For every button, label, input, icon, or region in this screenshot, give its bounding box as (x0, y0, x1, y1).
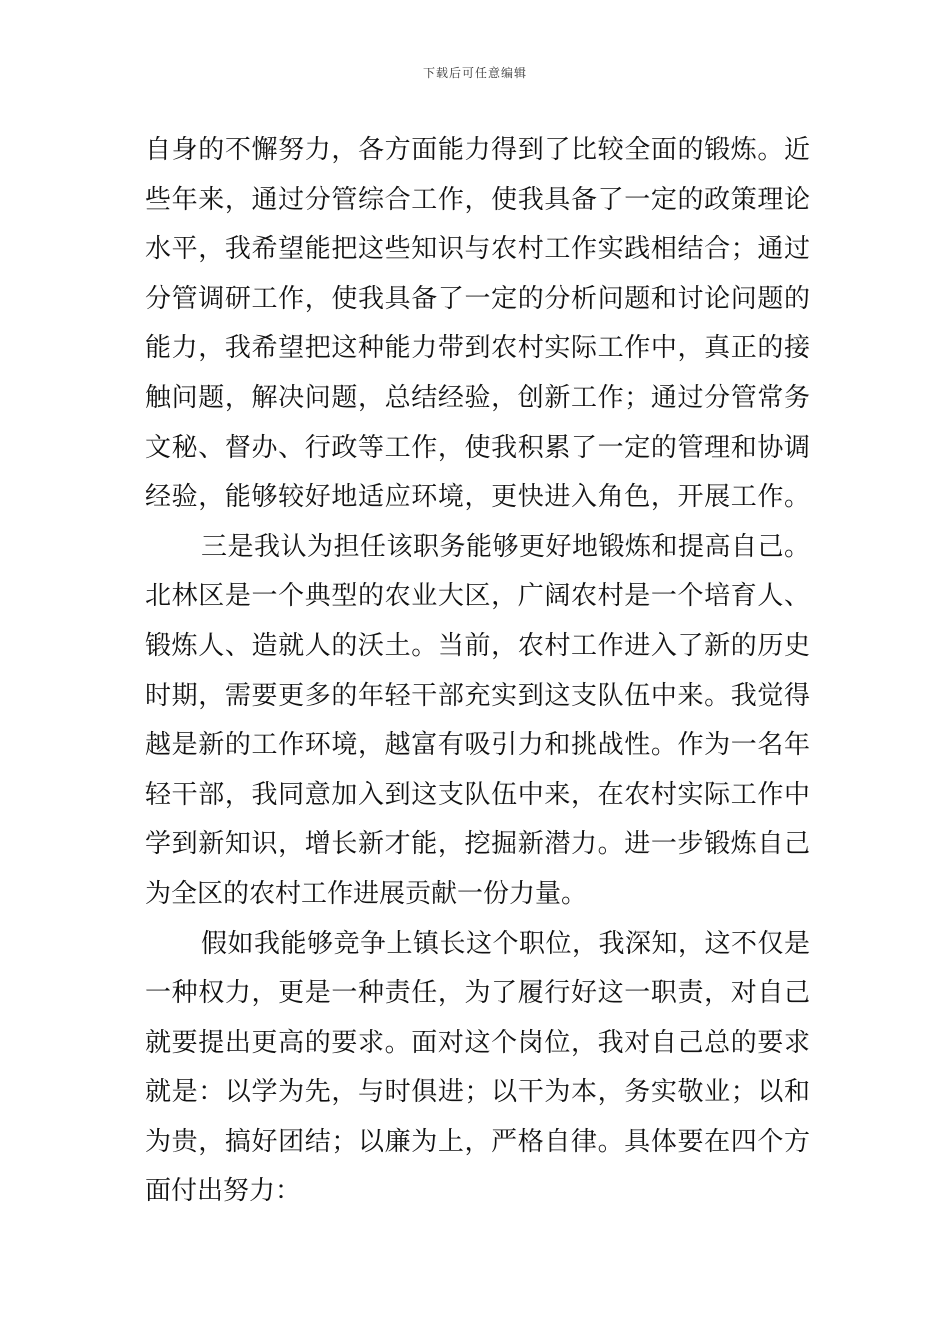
text-line: 时期，需要更多的年轻干部充实到这支队伍中来。我觉得 (145, 680, 810, 711)
page-header: 下载后可任意编辑 (422, 66, 527, 80)
text-line: 北林区是一个典型的农业大区，广阔农村是一个培育人、 (145, 581, 810, 612)
text-line: 轻干部，我同意加入到这支队伍中来，在农村实际工作中 (145, 779, 810, 810)
text-line: 一种权力，更是一种责任，为了履行好这一职责，对自己 (145, 978, 810, 1009)
text-line: 为全区的农村工作进展贡献一份力量。 (145, 878, 588, 909)
text-line: 能力，我希望把这种能力带到农村实际工作中，真正的接 (145, 333, 810, 364)
text-line: 水平，我希望能把这些知识与农村工作实践相结合；通过 (145, 234, 810, 265)
text-line: 面付出努力： (145, 1176, 302, 1207)
text-line: 三是我认为担任该职务能够更好地锻炼和提高自己。 (201, 531, 810, 562)
text-line: 就要提出更高的要求。面对这个岗位，我对自己总的要求 (145, 1027, 810, 1058)
text-line: 经验，能够较好地适应环境，更快进入角色，开展工作。 (145, 482, 810, 513)
text-line: 分管调研工作，使我具备了一定的分析问题和讨论问题的 (145, 283, 810, 314)
text-line: 自身的不懈努力，各方面能力得到了比较全面的锻炼。近 (145, 135, 810, 165)
text-line: 文秘、督办、行政等工作，使我积累了一定的管理和协调 (145, 432, 810, 463)
paragraph-2 (145, 523, 810, 920)
text-line: 触问题，解决问题，总结经验，创新工作；通过分管常务 (145, 382, 810, 413)
text-line: 学到新知识，增长新才能，挖掘新潜力。进一步锻炼自己 (145, 829, 810, 860)
text-line: 就是：以学为先，与时俱进；以干为本，务实敬业；以和 (145, 1077, 810, 1108)
paragraph-3 (145, 920, 810, 1218)
text-line: 为贵，搞好团结；以廉为上，严格自律。具体要在四个方 (145, 1126, 810, 1157)
document-body (145, 126, 810, 1217)
text-line: 锻炼人、造就人的沃土。当前，农村工作进入了新的历史 (145, 630, 810, 661)
text-line: 越是新的工作环境，越富有吸引力和挑战性。作为一名年 (145, 730, 810, 761)
text-line: 些年来，通过分管综合工作，使我具备了一定的政策理论 (145, 184, 810, 215)
paragraph-1 (145, 126, 810, 523)
text-line: 假如我能够竞争上镇长这个职位，我深知，这不仅是 (201, 928, 810, 959)
